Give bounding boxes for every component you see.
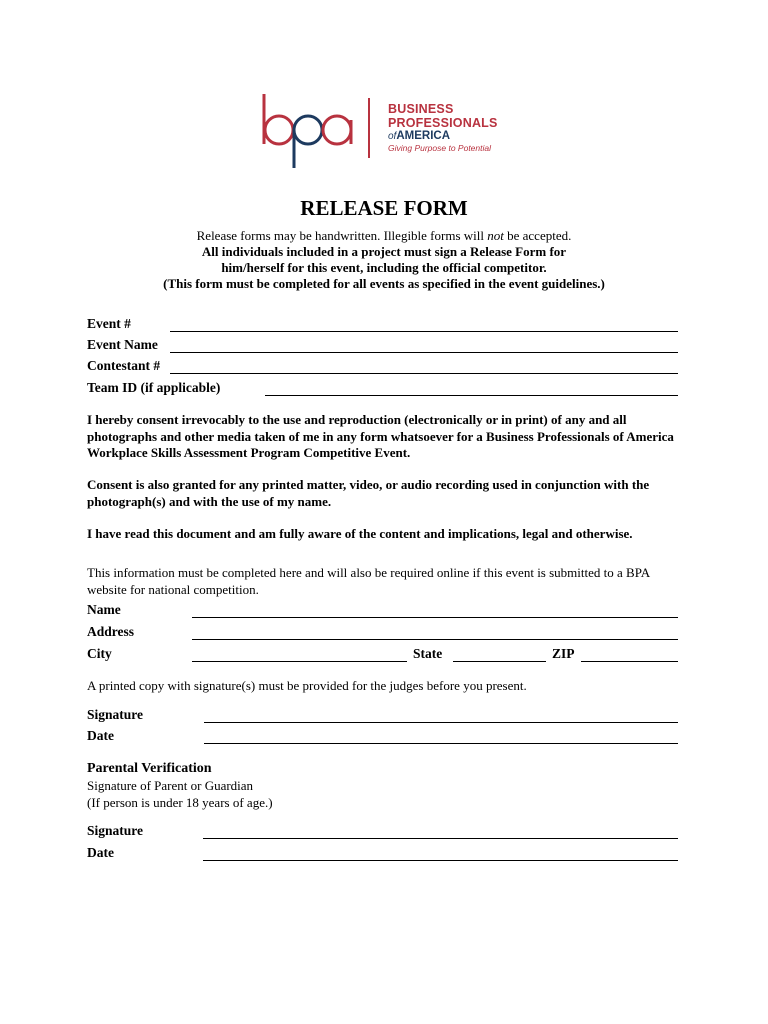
- consent-paragraph-3: I have read this document and am fully aware of the content and implications, legal and otherwise.: [87, 526, 633, 541]
- address-label: Address: [87, 624, 135, 639]
- event-number-label: Event #: [87, 316, 131, 331]
- logo-line-3-text: AMERICA: [396, 130, 451, 142]
- intro-line-2: All individuals included in a project must sign a Release Form for: [201, 244, 567, 259]
- date-field[interactable]: [204, 743, 678, 744]
- logo-line-1: BUSINESS: [388, 102, 454, 116]
- logo-line-3: [388, 130, 498, 143]
- logo-tagline: Giving Purpose to Potential: [388, 143, 492, 153]
- team-id-label: Team ID (if applicable): [87, 380, 221, 395]
- intro-line-1-emphasis: not: [487, 228, 504, 243]
- parental-line-2: (If person is under 18 years of age.): [87, 795, 273, 810]
- intro-text: [0, 228, 768, 292]
- page-title: RELEASE FORM: [300, 196, 468, 220]
- event-name-field[interactable]: [170, 352, 678, 353]
- intro-line-1-a: Release forms may be handwritten. Illegible forms will: [196, 228, 488, 243]
- parental-heading: Parental Verification: [87, 761, 212, 776]
- intro-line-3: him/herself for this event, including the official competitor.: [221, 260, 547, 275]
- address-field[interactable]: [192, 639, 678, 640]
- zip-field[interactable]: [581, 661, 678, 662]
- zip-label: ZIP: [552, 646, 575, 661]
- parent-date-field[interactable]: [203, 860, 678, 861]
- intro-line-1-b: be accepted.: [503, 228, 572, 243]
- state-label: State: [413, 646, 443, 661]
- event-number-field[interactable]: [170, 331, 678, 332]
- event-name-label: Event Name: [87, 337, 158, 352]
- parental-line-1: Signature of Parent or Guardian: [87, 778, 254, 793]
- consent-paragraph-2: Consent is also granted for any printed matter, video, or audio recording used in conjunction with the photograph(s) and with the use of my name.: [87, 477, 650, 509]
- copy-note: A printed copy with signature(s) must be provided for the judges before you present.: [87, 678, 527, 693]
- name-label: Name: [87, 602, 121, 617]
- logo-line-2: PROFESSIONALS: [388, 116, 498, 130]
- name-field[interactable]: [192, 617, 678, 618]
- team-id-field[interactable]: [265, 395, 678, 396]
- logo-wordmark: [388, 102, 498, 154]
- info-note: This information must be completed here and will also be required online if this event is submitted to a BPA website for national competition.: [87, 565, 650, 597]
- consent-paragraph-1: I hereby consent irrevocably to the use and reproduction (electronically or in print) of any and all photographs and other media taken of me in any form whatsoever for a Business Professionals of America Workplace Skills Assessment Program Competitive Event.: [87, 412, 674, 460]
- parent-date-label: Date: [87, 845, 114, 860]
- city-label: City: [87, 646, 112, 661]
- bpa-logo: [258, 90, 508, 170]
- contestant-number-field[interactable]: [170, 373, 678, 374]
- parent-signature-field[interactable]: [203, 838, 678, 839]
- intro-line-1: [0, 228, 768, 244]
- contestant-number-label: Contestant #: [87, 358, 161, 373]
- bpa-monogram-icon: [258, 90, 358, 170]
- date-label: Date: [87, 728, 114, 743]
- intro-line-4: (This form must be completed for all events as specified in the event guidelines.): [163, 276, 605, 291]
- parent-signature-label: Signature: [87, 823, 144, 838]
- state-field[interactable]: [453, 661, 546, 662]
- signature-field[interactable]: [204, 722, 678, 723]
- city-field[interactable]: [192, 661, 407, 662]
- signature-label: Signature: [87, 707, 144, 722]
- logo-divider: [368, 98, 370, 158]
- logo-line-3-prefix: of: [388, 131, 397, 142]
